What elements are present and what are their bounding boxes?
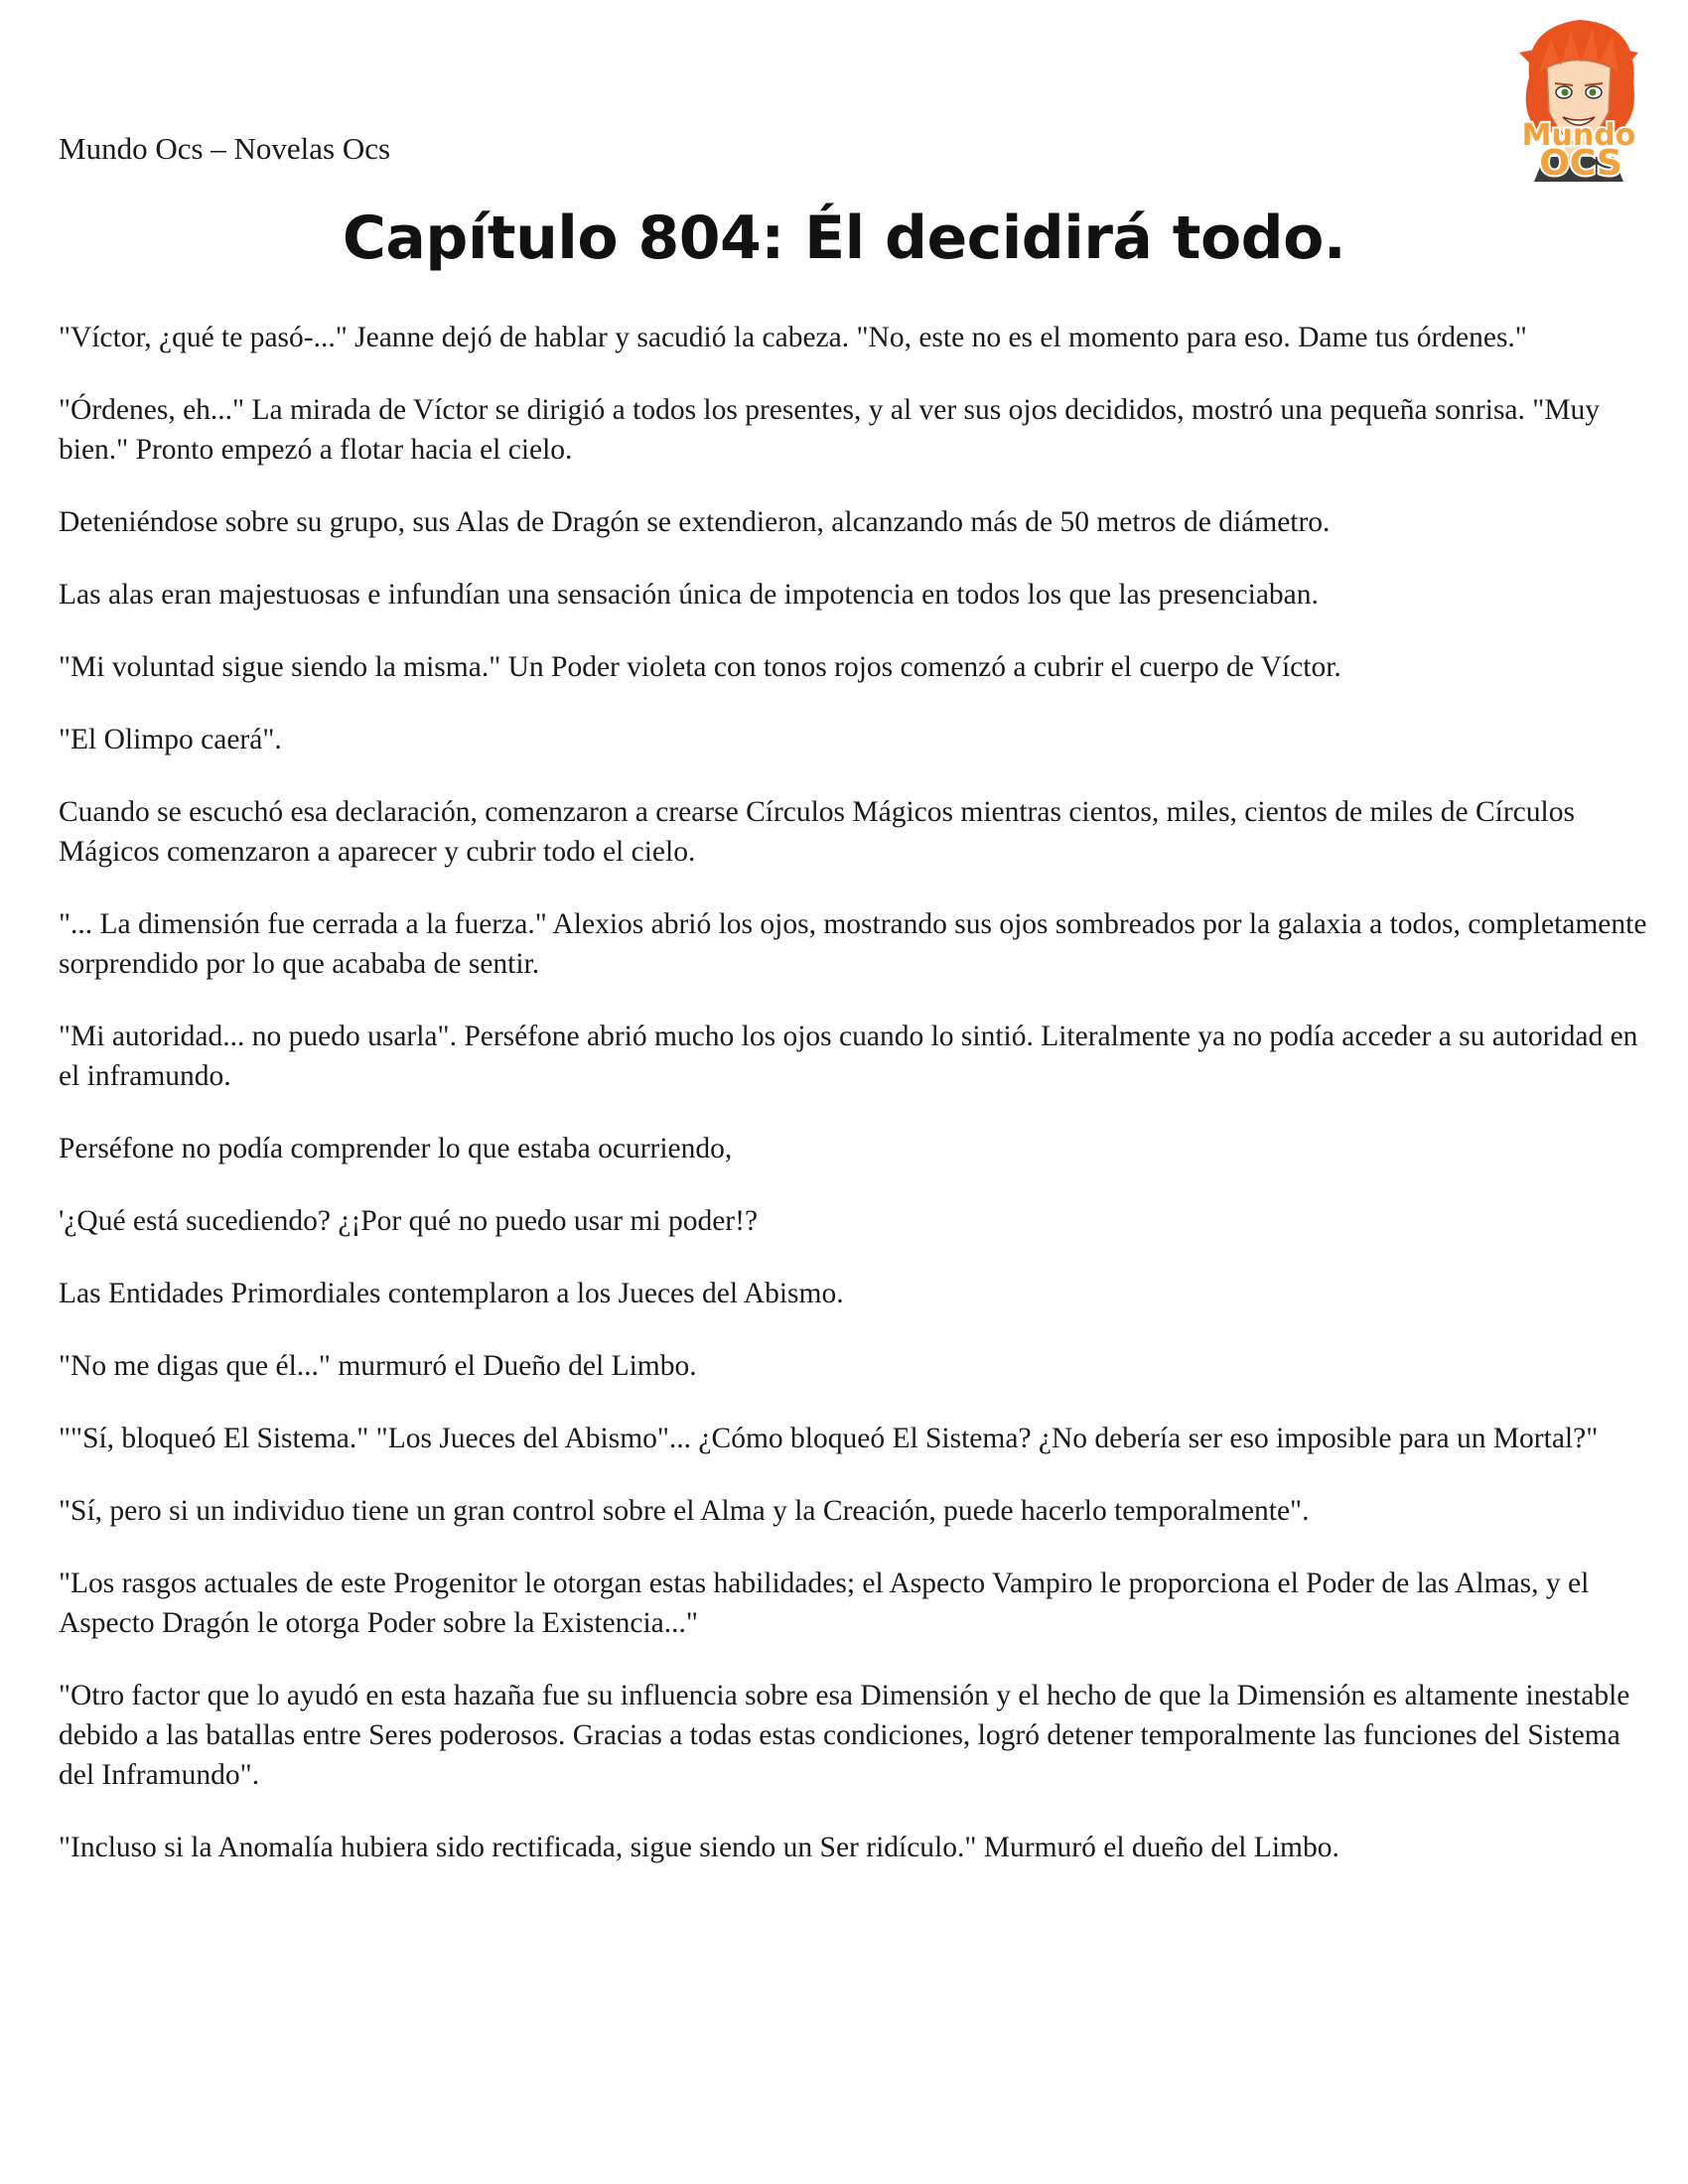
chapter-title: Capítulo 804: Él decidirá todo.: [342, 204, 1346, 273]
paragraph: "El Olimpo caerá".: [59, 724, 282, 755]
paragraph: "Mi voluntad sigue siendo la misma." Un Poder violeta con tonos rojos comenzó a cubrir el cuerpo de Víctor.: [59, 651, 1341, 683]
paragraph: "Mi autoridad... no puedo usarla". Perséfone abrió mucho los ojos cuando lo sintió. Literalmente ya no podía acceder a su autoridad en el inframundo.: [59, 1021, 1638, 1092]
svg-text:OCS: OCS: [1539, 143, 1622, 184]
paragraph: '¿Qué está sucediendo? ¿¡Por qué no puedo usar mi poder!?: [59, 1205, 759, 1237]
paragraph: "No me digas que él..." murmuró el Dueño del Limbo.: [59, 1350, 697, 1382]
site-header: Mundo Ocs – Novelas Ocs: [59, 131, 391, 166]
paragraph: Perséfone no podía comprender lo que estaba ocurriendo,: [59, 1133, 733, 1164]
paragraph: Cuando se escuchó esa declaración, comenzaron a crearse Círculos Mágicos mientras cientos, miles, cientos de miles de Círculos Mágicos comenzaron a aparecer y cubrir todo el cielo.: [59, 796, 1575, 868]
chapter-body: [59, 318, 1647, 1900]
site-logo: [1489, 8, 1668, 187]
paragraph: "Órdenes, eh..." La mirada de Víctor se dirigió a todos los presentes, y al ver sus ojos decididos, mostró una pequeña sonrisa. "Muy bien." Pronto empezó a flotar hacia el cielo.: [59, 394, 1601, 466]
paragraph: "Incluso si la Anomalía hubiera sido rectificada, sigue siendo un Ser ridículo." Murmuró el dueño del Limbo.: [59, 1832, 1339, 1863]
paragraph: "Otro factor que lo ayudó en esta hazaña fue su influencia sobre esa Dimensión y el hecho de que la Dimensión es altamente inestable debido a las batallas entre Seres poderosos. Gracias a todas estas condiciones, logró detener temporalmente las funciones del Sistema del Inframundo".: [59, 1680, 1630, 1791]
paragraph: "Víctor, ¿qué te pasó-..." Jeanne dejó de hablar y sacudió la cabeza. "No, este no es el momento para eso. Dame tus órdenes.": [59, 322, 1527, 353]
paragraph: Las Entidades Primordiales contemplaron a los Jueces del Abismo.: [59, 1278, 844, 1309]
paragraph: Las alas eran majestuosas e infundían una sensación única de impotencia en todos los que las presenciaban.: [59, 579, 1319, 611]
paragraph: "... La dimensión fue cerrada a la fuerza." Alexios abrió los ojos, mostrando sus ojos sombreados por la galaxia a todos, completamente sorprendido por lo que acababa de sentir.: [59, 908, 1647, 980]
logo-text: Mundo: [1521, 118, 1636, 153]
paragraph: Deteniéndose sobre su grupo, sus Alas de Dragón se extendieron, alcanzando más de 50 metros de diámetro.: [59, 506, 1331, 538]
paragraph: ""Sí, bloqueó El Sistema." "Los Jueces del Abismo"... ¿Cómo bloqueó El Sistema? ¿No debería ser eso imposible para un Mortal?": [59, 1423, 1599, 1454]
paragraph: "Los rasgos actuales de este Progenitor le otorgan estas habilidades; el Aspecto Vampiro le proporciona el Poder de las Almas, y el Aspecto Dragón le otorga Poder sobre la Existencia...": [59, 1568, 1590, 1639]
paragraph: "Sí, pero si un individuo tiene un gran control sobre el Alma y la Creación, puede hacerlo temporalmente".: [59, 1495, 1310, 1527]
